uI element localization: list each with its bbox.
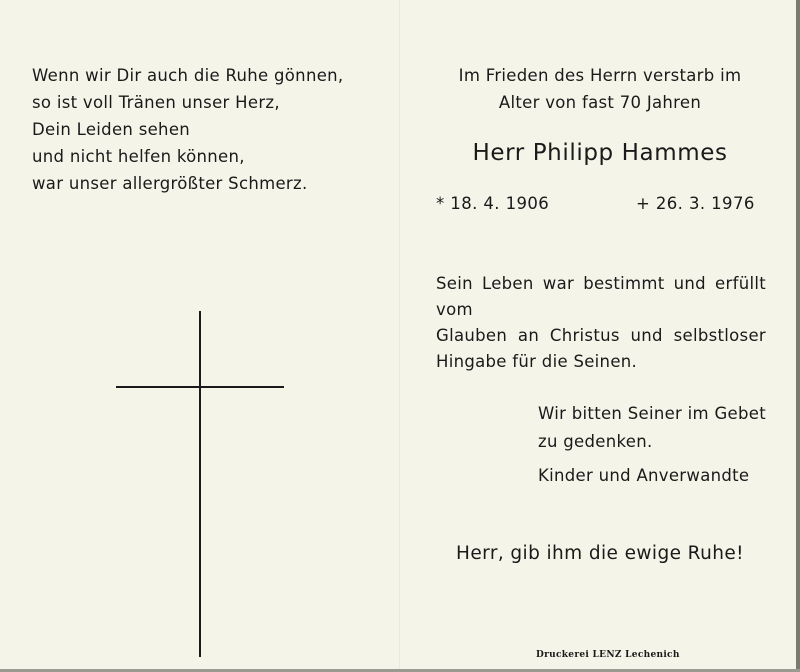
- closing-prayer: Herr, gib ihm die ewige Ruhe!: [456, 543, 744, 564]
- card-fold: [399, 0, 401, 672]
- printer-credit: Druckerei LENZ Lechenich: [536, 650, 680, 660]
- family-signature: Kinder und Anverwandte: [538, 466, 750, 485]
- memorial-poem: [32, 62, 382, 197]
- prayer-line: zu gedenken.: [538, 432, 653, 451]
- poem-line: Wenn wir Dir auch die Ruhe gönnen,: [32, 66, 344, 85]
- poem-line: so ist voll Tränen unser Herz,: [32, 93, 280, 112]
- death-date: + 26. 3. 1976: [636, 194, 755, 213]
- deceased-name: Herr Philipp Hammes: [472, 140, 728, 166]
- life-description: [436, 271, 766, 375]
- life-line: Hingabe für die Seinen.: [436, 352, 638, 371]
- prayer-request: [538, 400, 778, 456]
- life-line: Sein Leben war bestimmt und erfüllt vom: [436, 274, 766, 319]
- prayer-line: Wir bitten Seiner im Gebet: [538, 404, 766, 423]
- intro-line: Im Frieden des Herrn verstarb im: [458, 66, 742, 85]
- cross-horizontal-bar: [116, 386, 284, 388]
- poem-line: war unser allergrößter Schmerz.: [32, 174, 308, 193]
- birth-date: * 18. 4. 1906: [436, 194, 550, 213]
- card-edge-right: [796, 0, 800, 672]
- death-announcement: [420, 62, 780, 116]
- intro-line: Alter von fast 70 Jahren: [498, 93, 702, 112]
- life-line: Glauben an Christus und selbstloser: [436, 326, 766, 345]
- poem-line: Dein Leiden sehen: [32, 120, 191, 139]
- cross-vertical-bar: [199, 311, 201, 657]
- poem-line: und nicht helfen können,: [32, 147, 245, 166]
